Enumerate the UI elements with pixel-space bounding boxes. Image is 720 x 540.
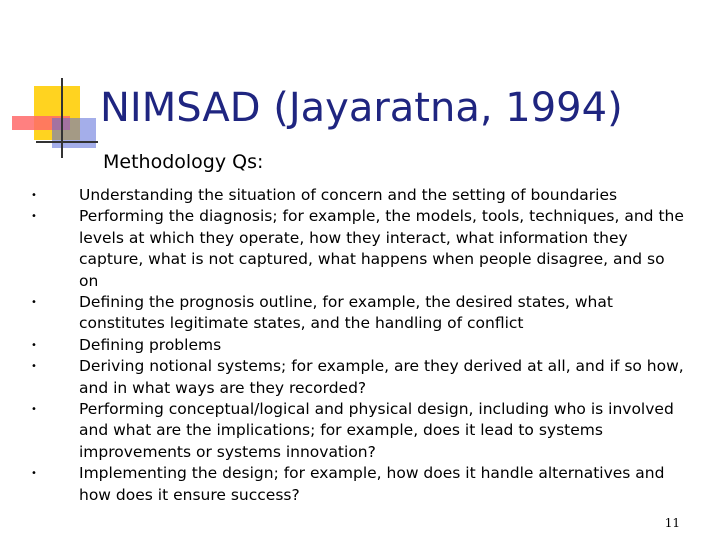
bullet-icon: • bbox=[31, 190, 37, 201]
slide-title: NIMSAD (Jayaratna, 1994) bbox=[100, 85, 623, 131]
bullet-text: Performing conceptual/logical and physical design, including who is involved and what are the implications; for example, does it lead to systems improvements or systems innovation? bbox=[79, 400, 674, 461]
bullet-icon: • bbox=[31, 211, 37, 223]
bullet-icon: • bbox=[31, 404, 37, 416]
bullet-icon: • bbox=[31, 339, 37, 351]
decorative-vertical-line bbox=[61, 78, 63, 158]
bullet-text: Deriving notional systems; for example, are they derived at all, and if so how, and in what ways are they recorded? bbox=[79, 357, 684, 397]
bullet-item bbox=[28, 292, 688, 335]
bullet-item bbox=[28, 206, 688, 292]
bullet-text: Defining the prognosis outline, for example, the desired states, what constitutes legitimate states, and the handling of conflict bbox=[79, 293, 613, 333]
bullet-item bbox=[28, 399, 688, 463]
bullet-item bbox=[28, 463, 688, 506]
bullet-icon: • bbox=[31, 468, 37, 480]
bullet-icon: • bbox=[31, 361, 37, 373]
slide-subheading: Methodology Qs: bbox=[103, 151, 264, 173]
decorative-horizontal-line bbox=[36, 141, 98, 143]
bullet-item bbox=[28, 356, 688, 399]
page-number: 11 bbox=[664, 516, 680, 530]
bullet-icon: • bbox=[31, 297, 37, 309]
decorative-blue-square bbox=[52, 118, 96, 148]
bullet-text: Defining problems bbox=[79, 335, 222, 354]
bullet-item bbox=[28, 185, 688, 206]
bullet-text: Understanding the situation of concern and the setting of boundaries bbox=[79, 186, 618, 204]
bullet-list bbox=[28, 185, 688, 506]
bullet-text: Implementing the design; for example, how does it handle alternatives and how does it ensure success? bbox=[79, 464, 665, 504]
bullet-item bbox=[28, 335, 688, 356]
bullet-text: Performing the diagnosis; for example, the models, tools, techniques, and the levels at which they operate, how they interact, what information they capture, what is not captured, what happens when people disagree, and so on bbox=[79, 207, 684, 290]
